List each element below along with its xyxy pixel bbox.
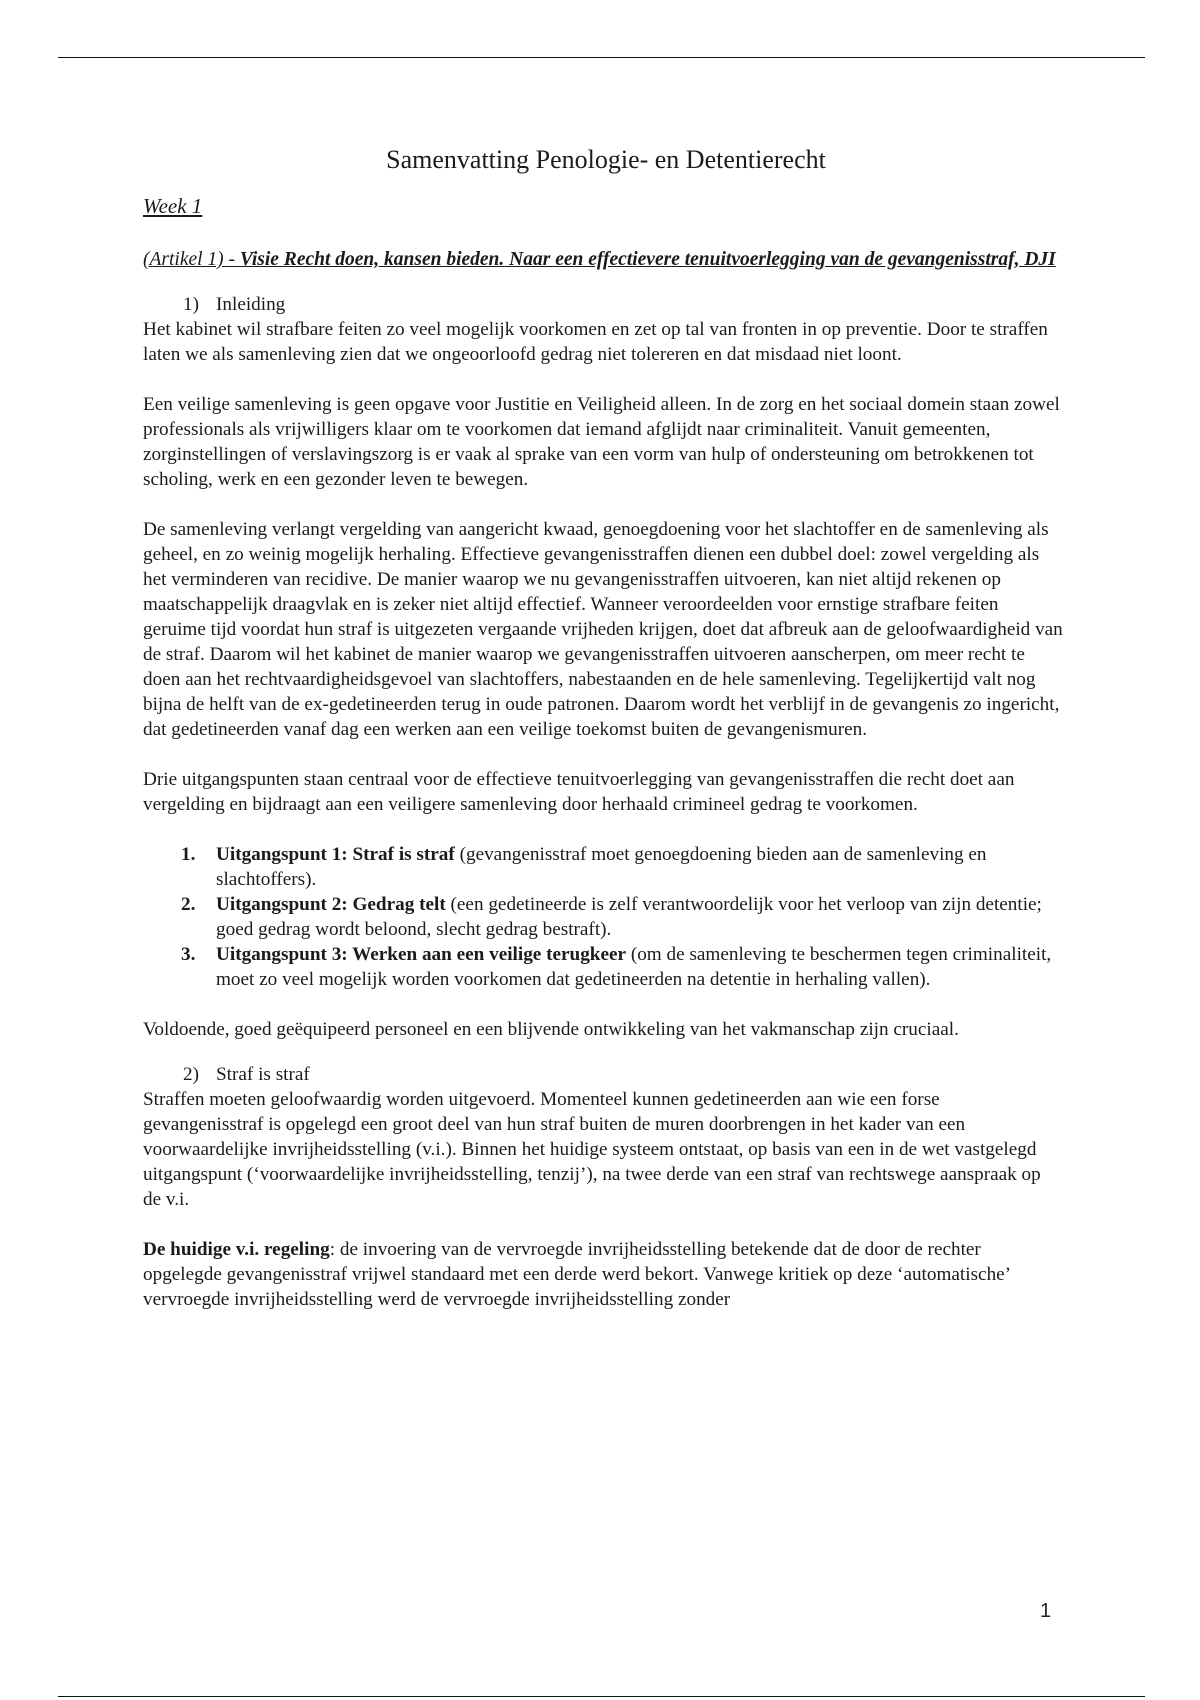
top-rule bbox=[58, 57, 1145, 58]
principles-list bbox=[143, 842, 1063, 992]
paragraph: Drie uitgangspunten staan centraal voor de effectieve tenuitvoerlegging van gevangenisstraffen die recht doet aan vergelding en bijdraagt aan een veiligere samenleving door herhaald crimineel gedrag te voorkomen. bbox=[143, 769, 1015, 815]
paragraph: Straffen moeten geloofwaardig worden uitgevoerd. Momenteel kunnen gedetineerden aan wie een forse gevangenisstraf is opgelegd een groot deel van hun straf buiten de muren doorbrengen in het kader van een voorwaardelijke invrijheidsstelling (v.i.). Binnen het huidige systeem ontstaat, op basis van een in de wet vastgelegd uitgangspunt (‘voorwaardelijke invrijheidsstelling, tenzij’), na twee derde van een straf van rechtswege aanspraak op de v.i. bbox=[143, 1089, 1041, 1210]
section-number: 2) bbox=[183, 1064, 199, 1085]
page-number: 1 bbox=[1040, 1600, 1052, 1622]
paragraph-bold-lead: De huidige v.i. regeling bbox=[143, 1239, 330, 1260]
section-heading-1 bbox=[183, 292, 1063, 317]
paragraph-text: : de invoering van de vervroegde invrijheidsstelling betekende dat de door de rechter opgelegde gevangenisstraf vrijwel standaard met een derde werd bekort. Vanwege kritiek op deze ‘automatische’ vervroegde invrijheidsstelling werd de vervroegde invrijheidsstelling zonder bbox=[143, 1239, 1010, 1310]
list-item bbox=[143, 892, 1063, 942]
section-heading-2 bbox=[183, 1062, 1063, 1087]
list-number: 1. bbox=[181, 844, 196, 865]
paragraph bbox=[143, 1237, 1063, 1312]
list-item-bold: Uitgangspunt 2: Gedrag telt bbox=[216, 894, 446, 915]
section-number: 1) bbox=[183, 294, 199, 315]
document-title: Samenvatting Penologie- en Detentierecht bbox=[386, 145, 826, 174]
list-item bbox=[143, 942, 1063, 992]
bottom-rule bbox=[58, 1696, 1145, 1697]
list-item-text: (om de samenleving te beschermen tegen criminaliteit, moet zo veel mogelijk worden voorkomen dat gedetineerden na detentie in herhaling vallen). bbox=[216, 944, 1052, 990]
list-item-bold: Uitgangspunt 1: Straf is straf bbox=[216, 844, 455, 865]
paragraph: Voldoende, goed geëquipeerd personeel en een blijvende ontwikkeling van het vakmanschap zijn cruciaal. bbox=[143, 1019, 959, 1040]
article-heading bbox=[143, 247, 1063, 272]
list-item-text: (een gedetineerde is zelf verantwoordelijk voor het verloop van zijn detentie; goed gedrag wordt beloond, slecht gedrag bestraft). bbox=[216, 894, 1042, 940]
week-heading: Week 1 bbox=[143, 194, 203, 218]
paragraph: De samenleving verlangt vergelding van aangericht kwaad, genoegdoening voor het slachtoffer en de samenleving als geheel, en zo weinig mogelijk herhaling. Effectieve gevangenisstraffen dienen een dubbel doel: zowel vergelding als het verminderen van recidive. De manier waarop we nu gevangenisstraffen uitvoeren, kan niet altijd rekenen op maatschappelijk draagvlak en is zeker niet altijd effectief. Wanneer veroordeelden voor ernstige strafbare feiten geruime tijd voordat hun straf is uitgezeten vergaande vrijheden krijgen, doet dat afbreuk aan de geloofwaardigheid van de straf. Daarom wil het kabinet de manier waarop we gevangenisstraffen uitvoeren aanscherpen, om meer recht te doen aan het rechtvaardigheidsgevoel van slachtoffers, nabestaanden en de hele samenleving. Tegelijkertijd valt nog bijna de helft van de ex-gedetineerden terug in oude patronen. Daarom wordt het verblijf in de gevangenis zo ingericht, dat gedetineerden vanaf dag een werken aan een veilige toekomst buiten de gevangenismuren. bbox=[143, 519, 1063, 740]
paragraph: Het kabinet wil strafbare feiten zo veel mogelijk voorkomen en zet op tal van fronten in op preventie. Door te straffen laten we als samenleving zien dat we ongeoorloofd gedrag niet tolereren en dat misdaad niet loont. bbox=[143, 319, 1048, 365]
article-prefix: (Artikel 1) - bbox=[143, 249, 240, 270]
section-title: Straf is straf bbox=[216, 1064, 310, 1085]
list-number: 3. bbox=[181, 944, 196, 965]
paragraph: Een veilige samenleving is geen opgave voor Justitie en Veiligheid alleen. In de zorg en het sociaal domein staan zowel professionals als vrijwilligers klaar om te voorkomen dat iemand afglijdt naar criminaliteit. Vanuit gemeenten, zorginstellingen of verslavingszorg is er vaak al sprake van een vorm van hulp of ondersteuning om betrokkenen tot scholing, werk en een gezonder leven te bewegen. bbox=[143, 394, 1060, 490]
list-item bbox=[143, 842, 1063, 892]
page-content bbox=[143, 140, 1063, 1312]
list-number: 2. bbox=[181, 894, 196, 915]
list-item-text: (gevangenisstraf moet genoegdoening bieden aan de samenleving en slachtoffers). bbox=[216, 844, 987, 890]
section-title: Inleiding bbox=[216, 294, 286, 315]
article-title: Visie Recht doen, kansen bieden. Naar een effectievere tenuitvoerlegging van de gevangenisstraf, DJI bbox=[239, 249, 1056, 270]
list-item-bold: Uitgangspunt 3: Werken aan een veilige terugkeer bbox=[216, 944, 627, 965]
